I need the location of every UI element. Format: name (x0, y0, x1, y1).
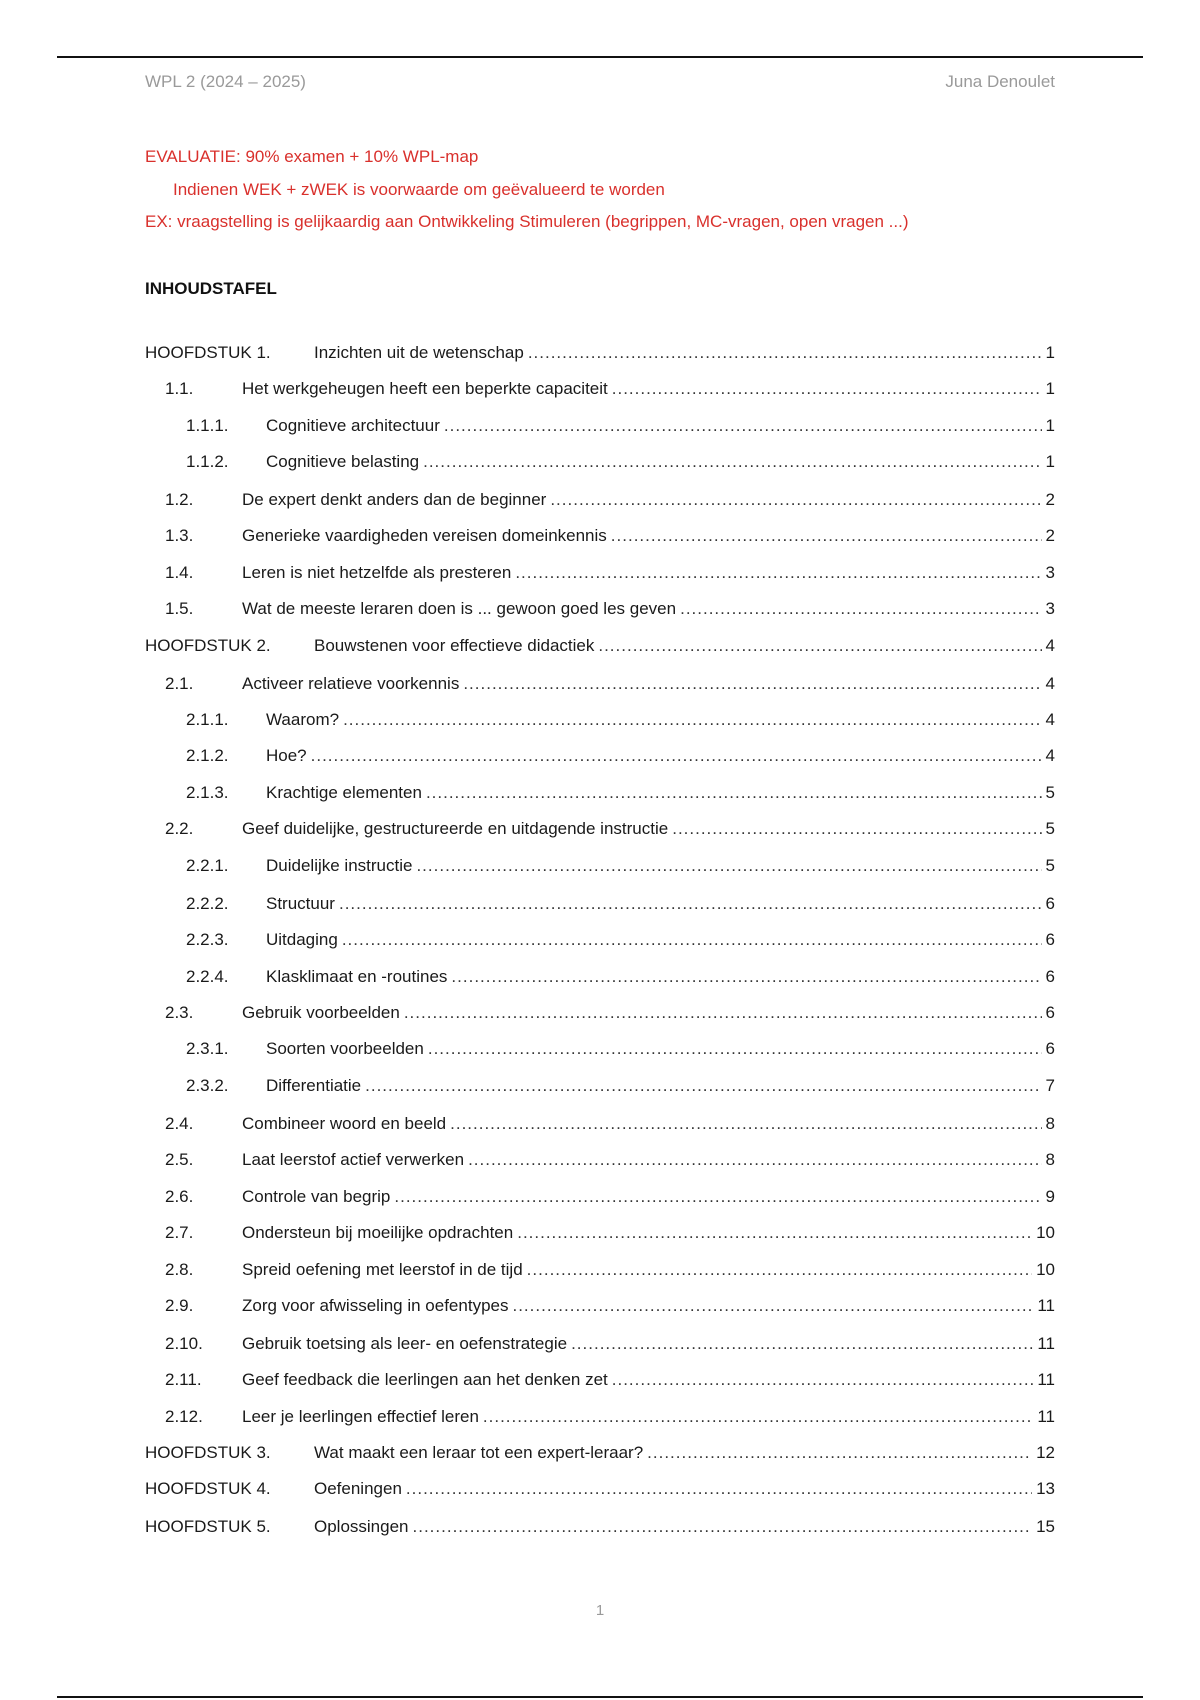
toc-leader (416, 854, 1041, 878)
toc-leader (342, 928, 1042, 952)
toc-entry-page: 15 (1036, 1517, 1055, 1536)
toc-entry-title: Zorg voor afwisseling in oefentypes (242, 1296, 509, 1315)
toc-leader (483, 1405, 1033, 1429)
toc-entry[interactable] (145, 1074, 1055, 1098)
toc-entry-number: HOOFDSTUK 5. (145, 1517, 271, 1536)
toc-entry-number: 2.2.1. (186, 856, 229, 875)
toc-entry-number: 2.1.3. (186, 783, 229, 802)
toc-entry-page: 4 (1045, 746, 1055, 765)
toc-entry[interactable] (145, 1221, 1055, 1245)
toc-entry-title: De expert denkt anders dan de beginner (242, 490, 547, 509)
toc-entry-page: 5 (1045, 783, 1055, 802)
toc-entry-title: Wat maakt een leraar tot een expert-leraar? (314, 1443, 644, 1462)
toc-entry-title: Spreid oefening met leerstof in de tijd (242, 1260, 523, 1279)
toc-entry[interactable] (145, 672, 1055, 696)
toc-entry[interactable] (145, 892, 1055, 916)
toc-entry[interactable] (145, 634, 1055, 658)
toc-leader (571, 1332, 1033, 1356)
toc-entry[interactable] (145, 1148, 1055, 1172)
toc-entry[interactable] (145, 597, 1055, 621)
toc-entry-page: 1 (1045, 452, 1055, 471)
toc-entry[interactable] (145, 1112, 1055, 1136)
toc-entry-page: 12 (1036, 1443, 1055, 1462)
toc-entry[interactable] (145, 1477, 1055, 1501)
toc-entry-title: Bouwstenen voor effectieve didactiek (314, 636, 595, 655)
toc-entry[interactable] (145, 450, 1055, 474)
toc-entry-number: 2.2.2. (186, 894, 229, 913)
toc-leader (428, 1037, 1042, 1061)
top-rule (57, 56, 1143, 58)
toc-leader (311, 744, 1042, 768)
toc-entry-number: 2.4. (165, 1114, 194, 1133)
toc-entry-page: 4 (1045, 710, 1055, 729)
toc-entry-number: 2.2.4. (186, 967, 229, 986)
evaluation-line-1: EVALUATIE: 90% examen + 10% WPL-map (145, 147, 479, 166)
toc-entry-title: Duidelijke instructie (266, 856, 413, 875)
toc-entry-number: 1.2. (165, 490, 194, 509)
toc-entry-title: Klasklimaat en -routines (266, 967, 448, 986)
toc-entry-number: 2.6. (165, 1187, 194, 1206)
toc-leader (611, 524, 1042, 548)
toc-entry[interactable] (145, 854, 1055, 878)
toc-entry-page: 1 (1045, 416, 1055, 435)
toc-leader (647, 1441, 1032, 1465)
toc-entry-page: 6 (1045, 1003, 1055, 1022)
toc-entry-page: 4 (1045, 636, 1055, 655)
toc-leader (394, 1185, 1041, 1209)
toc-entry-title: Cognitieve architectuur (266, 416, 440, 435)
toc-leader (528, 341, 1042, 365)
toc-leader (598, 634, 1041, 658)
toc-title: INHOUDSTAFEL (145, 279, 277, 298)
toc-leader (451, 965, 1041, 989)
toc-entry[interactable] (145, 341, 1055, 365)
toc-entry-page: 9 (1045, 1187, 1055, 1206)
toc-entry-number: 2.9. (165, 1296, 194, 1315)
evaluation-line-3: EX: vraagstelling is gelijkaardig aan Ontwikkeling Stimuleren (begrippen, MC-vragen, open vragen ...) (145, 212, 909, 231)
toc-leader (450, 1112, 1041, 1136)
toc-leader (517, 1221, 1032, 1245)
toc-entry-page: 13 (1036, 1479, 1055, 1498)
toc-entry-number: 1.1.1. (186, 416, 229, 435)
toc-entry-number: 2.10. (165, 1334, 203, 1353)
toc-leader (423, 450, 1041, 474)
toc-entry-page: 11 (1037, 1296, 1055, 1315)
toc-entry-number: 2.5. (165, 1150, 194, 1169)
toc-leader (468, 1148, 1041, 1172)
page-number: 1 (595, 1602, 605, 1619)
toc-entry-title: Leren is niet hetzelfde als presteren (242, 563, 512, 582)
toc-entry-page: 11 (1037, 1334, 1055, 1353)
toc-leader (426, 781, 1042, 805)
toc-entry-number: HOOFDSTUK 4. (145, 1479, 271, 1498)
toc-entry[interactable] (145, 1405, 1055, 1429)
toc-leader (612, 377, 1042, 401)
toc-entry-number: 2.1. (165, 674, 194, 693)
toc-leader (463, 672, 1041, 696)
toc-entry-number: 1.5. (165, 599, 194, 618)
toc-entry-title: Differentiatie (266, 1076, 362, 1095)
toc-leader (680, 597, 1041, 621)
toc-entry-page: 11 (1037, 1407, 1055, 1426)
toc-entry-title: Geef duidelijke, gestructureerde en uitdagende instructie (242, 819, 669, 838)
toc-leader (365, 1074, 1041, 1098)
toc-entry-page: 3 (1045, 563, 1055, 582)
toc-entry-number: HOOFDSTUK 1. (145, 343, 271, 362)
toc-entry-title: Oefeningen (314, 1479, 402, 1498)
toc-entry-page: 6 (1045, 967, 1055, 986)
toc-entry-page: 4 (1045, 674, 1055, 693)
toc-entry-title: Waarom? (266, 710, 340, 729)
toc-entry-title: Activeer relatieve voorkennis (242, 674, 460, 693)
toc-entry[interactable] (145, 1037, 1055, 1061)
toc-entry-number: 1.1.2. (186, 452, 229, 471)
toc-entry[interactable] (145, 561, 1055, 585)
header-author: Juna Denoulet (945, 72, 1055, 91)
toc-entry-page: 8 (1045, 1114, 1055, 1133)
toc-entry-number: 2.11. (165, 1370, 202, 1389)
bottom-rule (57, 1696, 1143, 1698)
toc-entry-number: 2.12. (165, 1407, 203, 1426)
toc-entry-title: Cognitieve belasting (266, 452, 420, 471)
toc-entry[interactable] (145, 1001, 1055, 1025)
toc-leader (672, 817, 1041, 841)
toc-entry-title: Krachtige elementen (266, 783, 422, 802)
toc-entry-number: 1.3. (165, 526, 194, 545)
toc-entry-title: Oplossingen (314, 1517, 409, 1536)
toc-leader (527, 1258, 1032, 1282)
toc-entry-page: 10 (1036, 1260, 1055, 1279)
toc-entry-title: Leer je leerlingen effectief leren (242, 1407, 479, 1426)
toc-leader (404, 1001, 1042, 1025)
toc-entry[interactable] (145, 928, 1055, 952)
toc-entry[interactable] (145, 377, 1055, 401)
toc-entry-number: 2.8. (165, 1260, 194, 1279)
toc-entry[interactable] (145, 744, 1055, 768)
toc-entry[interactable] (145, 781, 1055, 805)
toc-entry-number: 2.3.2. (186, 1076, 229, 1095)
toc-entry-page: 2 (1045, 490, 1055, 509)
toc-entry-title: Laat leerstof actief verwerken (242, 1150, 465, 1169)
toc-leader (343, 708, 1041, 732)
toc-entry[interactable] (145, 1332, 1055, 1356)
toc-entry-page: 11 (1037, 1370, 1055, 1389)
toc-entry-page: 7 (1045, 1076, 1055, 1095)
toc-leader (612, 1368, 1034, 1392)
toc-leader (512, 1294, 1033, 1318)
toc-entry-number: 2.1.1. (186, 710, 229, 729)
toc-entry-number: 2.1.2. (186, 746, 229, 765)
toc-leader (406, 1477, 1032, 1501)
toc-entry-page: 6 (1045, 930, 1055, 949)
toc-entry-title: Combineer woord en beeld (242, 1114, 447, 1133)
toc-entry-title: Gebruik toetsing als leer- en oefenstrategie (242, 1334, 568, 1353)
toc-entry[interactable] (145, 1368, 1055, 1392)
toc-entry-title: Inzichten uit de wetenschap (314, 343, 524, 362)
toc-leader (515, 561, 1041, 585)
toc-entry[interactable] (145, 1515, 1055, 1539)
toc-entry-page: 5 (1045, 856, 1055, 875)
toc-entry-number: 2.3.1. (186, 1039, 229, 1058)
toc-entry-title: Het werkgeheugen heeft een beperkte capaciteit (242, 379, 608, 398)
toc-entry-title: Wat de meeste leraren doen is ... gewoon goed les geven (242, 599, 677, 618)
toc-entry-title: Generieke vaardigheden vereisen domeinkennis (242, 526, 607, 545)
toc-entry-number: 1.1. (165, 379, 194, 398)
toc-entry-title: Geef feedback die leerlingen aan het denken zet (242, 1370, 608, 1389)
evaluation-line-2: Indienen WEK + zWEK is voorwaarde om geëvalueerd te worden (173, 180, 665, 199)
toc-entry-page: 6 (1045, 1039, 1055, 1058)
toc-entry-title: Controle van begrip (242, 1187, 391, 1206)
toc-entry-page: 6 (1045, 894, 1055, 913)
toc-entry-number: HOOFDSTUK 3. (145, 1443, 271, 1462)
toc-entry-page: 5 (1045, 819, 1055, 838)
toc-entry-title: Structuur (266, 894, 335, 913)
toc-leader (339, 892, 1042, 916)
toc-entry-title: Hoe? (266, 746, 307, 765)
toc-entry-page: 2 (1045, 526, 1055, 545)
toc-entry-number: 2.2.3. (186, 930, 229, 949)
page-header (145, 72, 1055, 96)
toc-entry[interactable] (145, 1258, 1055, 1282)
toc-entry-number: 1.4. (165, 563, 194, 582)
toc-entry[interactable] (145, 1294, 1055, 1318)
toc-entry-number: 2.3. (165, 1003, 194, 1022)
toc-entry[interactable] (145, 817, 1055, 841)
toc-entry-title: Soorten voorbeelden (266, 1039, 424, 1058)
toc-entry-page: 1 (1045, 379, 1055, 398)
toc-leader (413, 1515, 1033, 1539)
header-course: WPL 2 (2024 – 2025) (145, 72, 306, 91)
toc-entry-number: HOOFDSTUK 2. (145, 636, 271, 655)
toc-entry[interactable] (145, 524, 1055, 548)
toc-entry-page: 10 (1036, 1223, 1055, 1242)
toc-leader (444, 414, 1042, 438)
toc-entry[interactable] (145, 708, 1055, 732)
toc-entry-page: 8 (1045, 1150, 1055, 1169)
toc-leader (550, 488, 1041, 512)
toc-entry-number: 2.2. (165, 819, 194, 838)
toc-entry-number: 2.7. (165, 1223, 194, 1242)
toc-entry[interactable] (145, 1185, 1055, 1209)
toc-entry-title: Ondersteun bij moeilijke opdrachten (242, 1223, 514, 1242)
toc-entry-page: 3 (1045, 599, 1055, 618)
toc-entry-title: Uitdaging (266, 930, 338, 949)
toc-entry[interactable] (145, 1441, 1055, 1465)
toc-entry-page: 1 (1045, 343, 1055, 362)
toc-entry-title: Gebruik voorbeelden (242, 1003, 400, 1022)
toc-entry[interactable] (145, 965, 1055, 989)
toc-entry[interactable] (145, 488, 1055, 512)
toc-entry[interactable] (145, 414, 1055, 438)
